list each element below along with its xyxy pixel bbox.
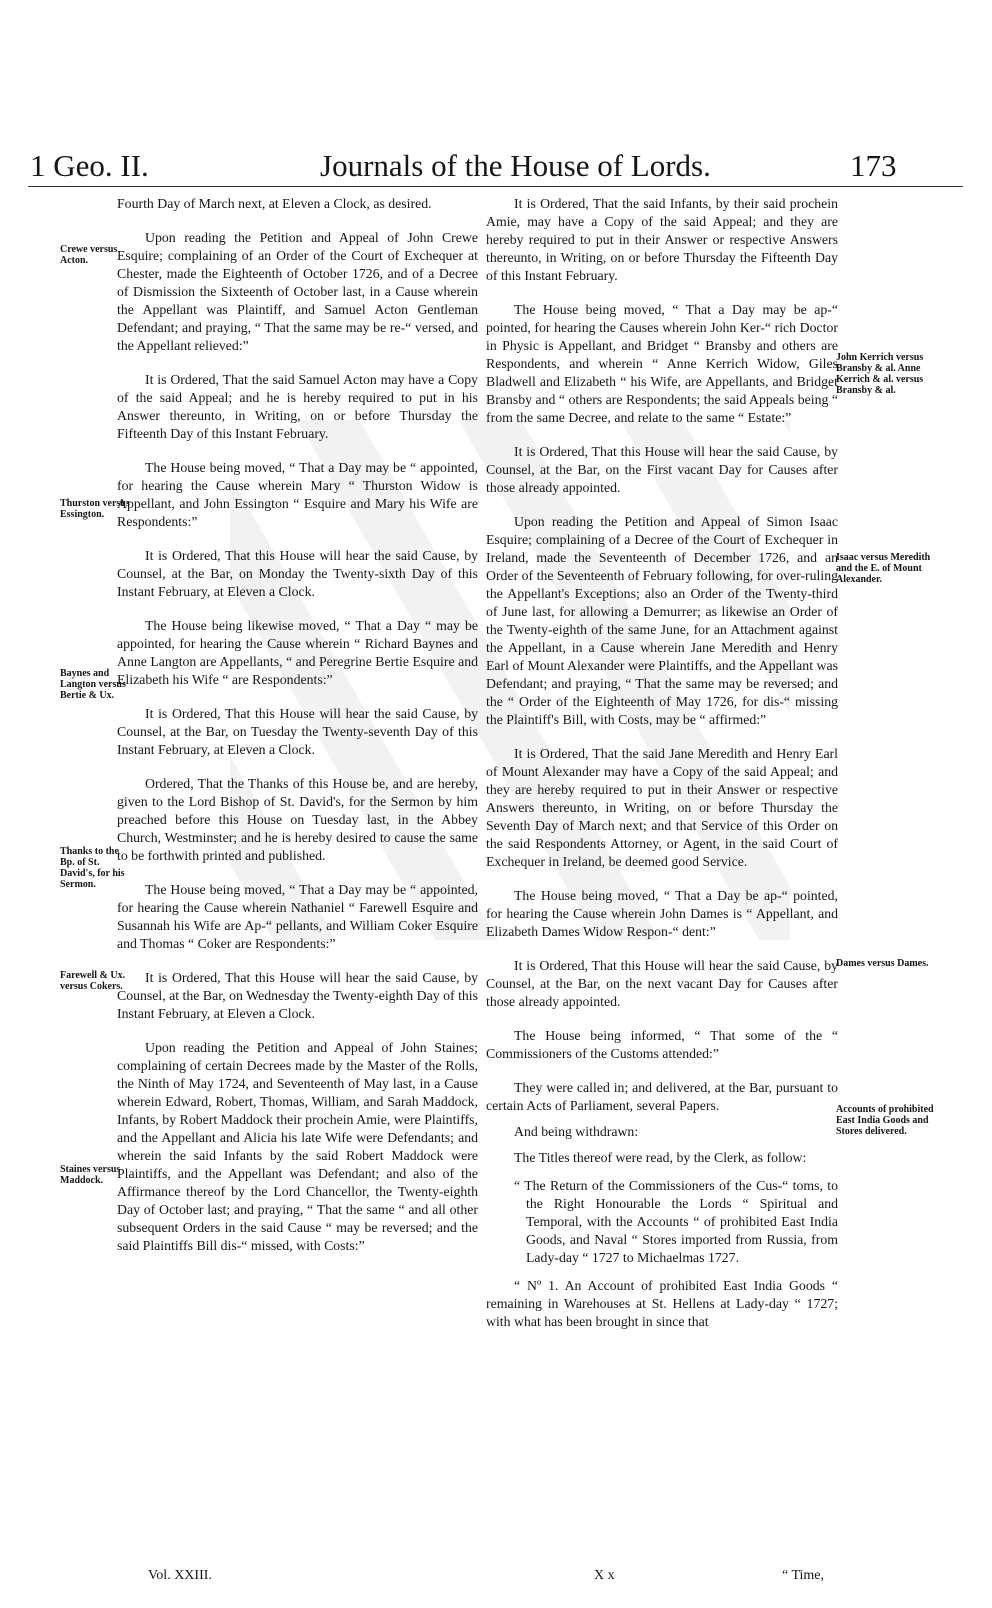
left-column [117, 195, 478, 1271]
paragraph: It is Ordered, That this House will hear the said Cause, by Counsel, at the Bar, on Wednesday the Twenty-eighth Day of this Instant February, at Eleven a Clock. [117, 970, 478, 1021]
paragraph: It is Ordered, That the said Infants, by their said prochein Amie, may have a Copy of the said Appeal; and they are hereby required to put in their Answer or respective Answers thereunto, in Writing, on or before Thursday the Fifteenth Day of this Instant February. [486, 196, 838, 283]
margin-note: Dames versus Dames. [836, 958, 929, 969]
header-title: Journals of the House of Lords. [320, 148, 711, 183]
paragraph: It is Ordered, That the said Jane Meredith and Henry Earl of Mount Alexander may have a Copy of the said Appeal; and they are hereby required to put in their Answer or respective Answers thereunto, in Writing, on or before Thursday the Seventh Day of March next; and that Service of this Order on the said Respondents Attorney, or Agent, in the said Court of Exchequer in Ireland, be deemed good Service. [486, 746, 838, 869]
paragraph: The House being likewise moved, “ That a Day “ may be appointed, for hearing the Cause wherein “ Richard Baynes and Anne Langton are Appellants, “ and Peregrine Bertie Esquire and Elizabeth his Wife “ are Respondents:” [117, 618, 478, 687]
margin-note: Farewell & Ux. versus Cokers. [60, 970, 126, 992]
catchword: “ Time, [782, 1568, 825, 1583]
paragraph: The House being moved, “ That a Day may be “ appointed, for hearing the Cause wherein Nathaniel “ Farewell Esquire and Susannah his Wife are Ap-“ pellants, and William Coker Esquire and Thomas “ Coker are Respondents:” [117, 882, 478, 951]
paragraph: It is Ordered, That this House will hear the said Cause, by Counsel, at the Bar, on the First vacant Day for Causes after those already appointed. [486, 444, 838, 495]
paragraph: Upon reading the Petition and Appeal of Simon Isaac Esquire; complaining of a Decree of the Court of Exchequer in Ireland, made the Seventeenth of December 1726, and an Order of the Seventeenth of February following, for over-ruling the Appellant's Exceptions; also an Order of the Twenty-third of June last, for allowing a Demurrer; as likewise an Order of the Twenty-eighth of the same June, for an Attachment against the Appellant, in a Cause wherein Jane Meredith and Henry Earl of Mount Alexander were Plaintiffs, and the Appellant was Defendant; and praying, “ That the same may be reversed; and the “ Order of the Eighteenth of May 1726, for dis-“ missing the Plaintiff's Bill, with Costs, may be “ affirmed:” [486, 514, 838, 727]
header-regnal-year: 1 Geo. II. [30, 148, 149, 183]
paragraph: And being withdrawn: [514, 1124, 639, 1139]
paragraph: It is Ordered, That this House will hear the said Cause, by Counsel, at the Bar, on Tuesday the Twenty-seventh Day of this Instant February, at Eleven a Clock. [117, 706, 478, 757]
paragraph: Upon reading the Petition and Appeal of John Crewe Esquire; complaining of an Order of the Court of Exchequer at Chester, made the Eighteenth of October 1726, and of a Decree of Dismission the Sixteenth of October last, in a Cause wherein the Appellant was Plaintiff, and Samuel Acton Gentleman Defendant; and praying, “ That the same may be re-“ versed, and the Appellant relieved:” [117, 230, 478, 353]
margin-note: Baynes and Langton versus Bertie & Ux. [60, 668, 126, 701]
margin-note: Crewe versus Acton. [60, 244, 118, 266]
header-rule [28, 186, 963, 187]
signature-mark: X x [594, 1568, 615, 1583]
page-number: 173 [850, 148, 897, 183]
right-column [486, 195, 838, 1331]
paragraph: The House being moved, “ That a Day may be ap-“ pointed, for hearing the Causes wherein John Ker-“ rich Doctor in Physic is Appellant, and Bridget “ Bransby and others are Respondents, and wherein “ Anne Kerrich Widow, Giles Bladwell and Elizabeth “ his Wife, are Appellants, and Bridget Bransby and “ others are Respondents; the said Appeals being “ from the same Decree, and relate to the same “ Estate:” [486, 302, 838, 425]
paragraph: The House being moved, “ That a Day may be “ appointed, for hearing the Cause wherein Mary “ Thurston Widow is Appellant, and John Essington “ Esquire and Mary his Wife are Respondents:” [117, 460, 478, 529]
paragraph: “ Nº 1. An Account of prohibited East India Goods “ remaining in Warehouses at St. Hellens at Lady-day “ 1727; with what has been brought in since that [486, 1278, 838, 1329]
running-header [0, 148, 992, 188]
paragraph: The House being moved, “ That a Day be ap-“ pointed, for hearing the Cause wherein John Dames is “ Appellant, and Elizabeth Dames Widow Respon-“ dent:” [486, 888, 838, 939]
margin-note: Thurston versus Essington. [60, 498, 130, 520]
paragraph: It is Ordered, That this House will hear the said Cause, by Counsel, at the Bar, on Monday the Twenty-sixth Day of this Instant February, at Eleven a Clock. [117, 548, 478, 599]
paragraph: Ordered, That the Thanks of this House be, and are hereby, given to the Lord Bishop of St. David's, for the Sermon by him preached before this House on Tuesday last, in the Abbey Church, Westminster; and he is hereby desired to cause the same to be forthwith printed and published. [117, 776, 478, 863]
margin-note: Isaac versus Meredith and the E. of Mount Alexander. [836, 552, 931, 585]
paragraph: It is Ordered, That this House will hear the said Cause, by Counsel, at the Bar, on the next vacant Day for Causes after those already appointed. [486, 958, 838, 1009]
paragraph: Upon reading the Petition and Appeal of John Staines; complaining of certain Decrees made by the Master of the Rolls, the Ninth of May 1724, and Seventeenth of May last, in a Cause wherein Edward, Robert, Thomas, William, and Sarah Maddock, Infants, by Robert Maddock their prochein Amie, were Plaintiffs, and the Appellant and Alicia his late Wife were Defendants; and wherein the said Infants by the said Robert Maddock were Plaintiffs, and the Appellant was Defendant; and also of the Affirmance thereof by the Lord Chancellor, the Twenty-eighth Day of October last; and praying, “ That the same “ and all other subsequent Orders in the said Cause “ may be reversed; and the said Plaintiffs Bill dis-“ missed, with Costs:” [117, 1040, 478, 1253]
margin-note: John Kerrich versus Bransby & al. Anne Kerrich & al. versus Bransby & al. [836, 352, 924, 396]
margin-note: Thanks to the Bp. of St. David's, for his Sermon. [60, 846, 125, 890]
paragraph: Fourth Day of March next, at Eleven a Clock, as desired. [117, 196, 432, 211]
paragraph: The Titles thereof were read, by the Clerk, as follow: [514, 1150, 807, 1165]
margin-note: Accounts of prohibited East India Goods and Stores delivered. [836, 1104, 934, 1137]
paragraph: The House being informed, “ That some of the “ Commissioners of the Customs attended:” [486, 1028, 838, 1061]
paragraph: They were called in; and delivered, at the Bar, pursuant to certain Acts of Parliament, several Papers. [486, 1080, 838, 1113]
volume-catchword: Vol. XXIII. [148, 1568, 212, 1583]
paragraph: It is Ordered, That the said Samuel Acton may have a Copy of the said Appeal; and he is hereby required to put in his Answer thereunto, in Writing, on or before Thursday the Fifteenth Day of this Instant February. [117, 372, 478, 441]
quoted-title: “ The Return of the Commissioners of the Cus-“ toms, to the Right Honourable the Lords “ Spiritual and Temporal, with the Accounts “ of prohibited East India Goods, and Naval “ Stores imported from Russia, from Lady-day “ 1727 to Michaelmas 1727. [514, 1178, 838, 1265]
margin-note: Staines versus Maddock. [60, 1164, 121, 1186]
